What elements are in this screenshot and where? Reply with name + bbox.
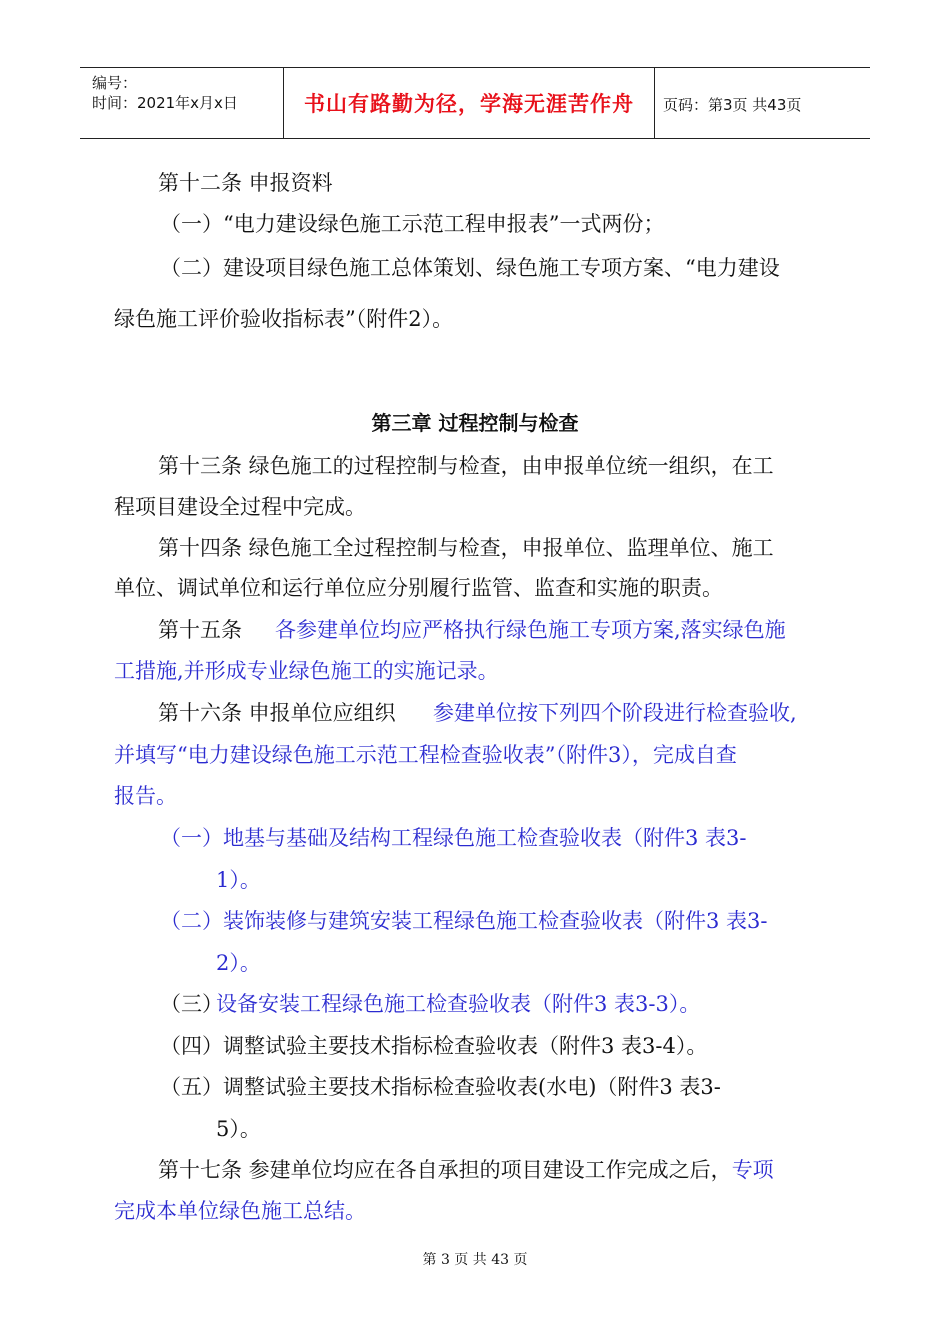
header-page-cell — [655, 68, 870, 138]
list-item-1-cont: 1）。 — [216, 868, 261, 892]
number-label: 编号： — [92, 74, 138, 92]
list-item-3-num: （三） — [160, 992, 223, 1016]
header-info-cell — [80, 68, 284, 138]
article-14-cont: 单位、调试单位和运行单位应分别履行监管、监查和实施的职责。 — [114, 576, 723, 600]
chapter-title: 第三章 过程控制与检查 — [371, 411, 579, 435]
article-12-title: 第十二条 申报资料 — [158, 171, 333, 195]
article-12-item-2-cont: 绿色施工评价验收指标表”（附件2）。 — [114, 307, 454, 331]
list-item-5-cont: 5）。 — [216, 1117, 261, 1141]
article-16-end: 报告。 — [114, 784, 177, 808]
page-footer: 第 3 页 共 43 页 — [422, 1252, 528, 1268]
article-16-label: 第十六条 申报单位应组织 — [158, 701, 396, 725]
article-15-text: 各参建单位均应严格执行绿色施工专项方案,落实绿色施 — [275, 618, 786, 642]
list-item-5: （五）调整试验主要技术指标检查验收表(水电)（附件3 表3- — [160, 1075, 721, 1099]
list-item-3: 设备安装工程绿色施工检查验收表（附件3 表3-3）。 — [216, 992, 701, 1016]
header-motto-cell — [284, 68, 655, 138]
page-info: 页码：第3页 共43页 — [663, 96, 802, 114]
date-label: 时间：2021年x月x日 — [92, 94, 238, 112]
article-16-cont: 并填写“电力建设绿色施工示范工程检查验收表”（附件3），完成自查 — [114, 743, 737, 767]
list-item-1: （一）地基与基础及结构工程绿色施工检查验收表（附件3 表3- — [160, 826, 747, 850]
list-item-2-cont: 2）。 — [216, 951, 261, 975]
document-header — [80, 67, 870, 139]
article-16-text: 参建单位按下列四个阶段进行检查验收, — [433, 701, 797, 725]
article-17-text: 第十七条 参建单位均应在各自承担的项目建设工作完成之后， — [158, 1158, 732, 1182]
article-12-item-1: （一）“电力建设绿色施工示范工程申报表”一式两份； — [160, 212, 665, 236]
article-13: 第十三条 绿色施工的过程控制与检查，由申报单位统一组织，在工 — [158, 454, 774, 478]
header-motto: 书山有路勤为径，学海无涯苦作舟 — [304, 92, 634, 116]
article-17 — [158, 1160, 774, 1181]
article-13-cont: 程项目建设全过程中完成。 — [114, 495, 366, 519]
article-17-blue: 专项 — [731, 1158, 774, 1182]
article-15-label: 第十五条 — [158, 618, 242, 642]
article-17-cont: 完成本单位绿色施工总结。 — [114, 1199, 366, 1223]
list-item-2: （二）装饰装修与建筑安装工程绿色施工检查验收表（附件3 表3- — [160, 909, 768, 933]
article-14: 第十四条 绿色施工全过程控制与检查，申报单位、监理单位、施工 — [158, 536, 774, 560]
article-15-cont: 工措施,并形成专业绿色施工的实施记录。 — [114, 659, 499, 683]
article-12-item-2: （二）建设项目绿色施工总体策划、绿色施工专项方案、“电力建设 — [160, 256, 780, 280]
list-item-4: （四）调整试验主要技术指标检查验收表（附件3 表3-4）。 — [160, 1034, 708, 1058]
